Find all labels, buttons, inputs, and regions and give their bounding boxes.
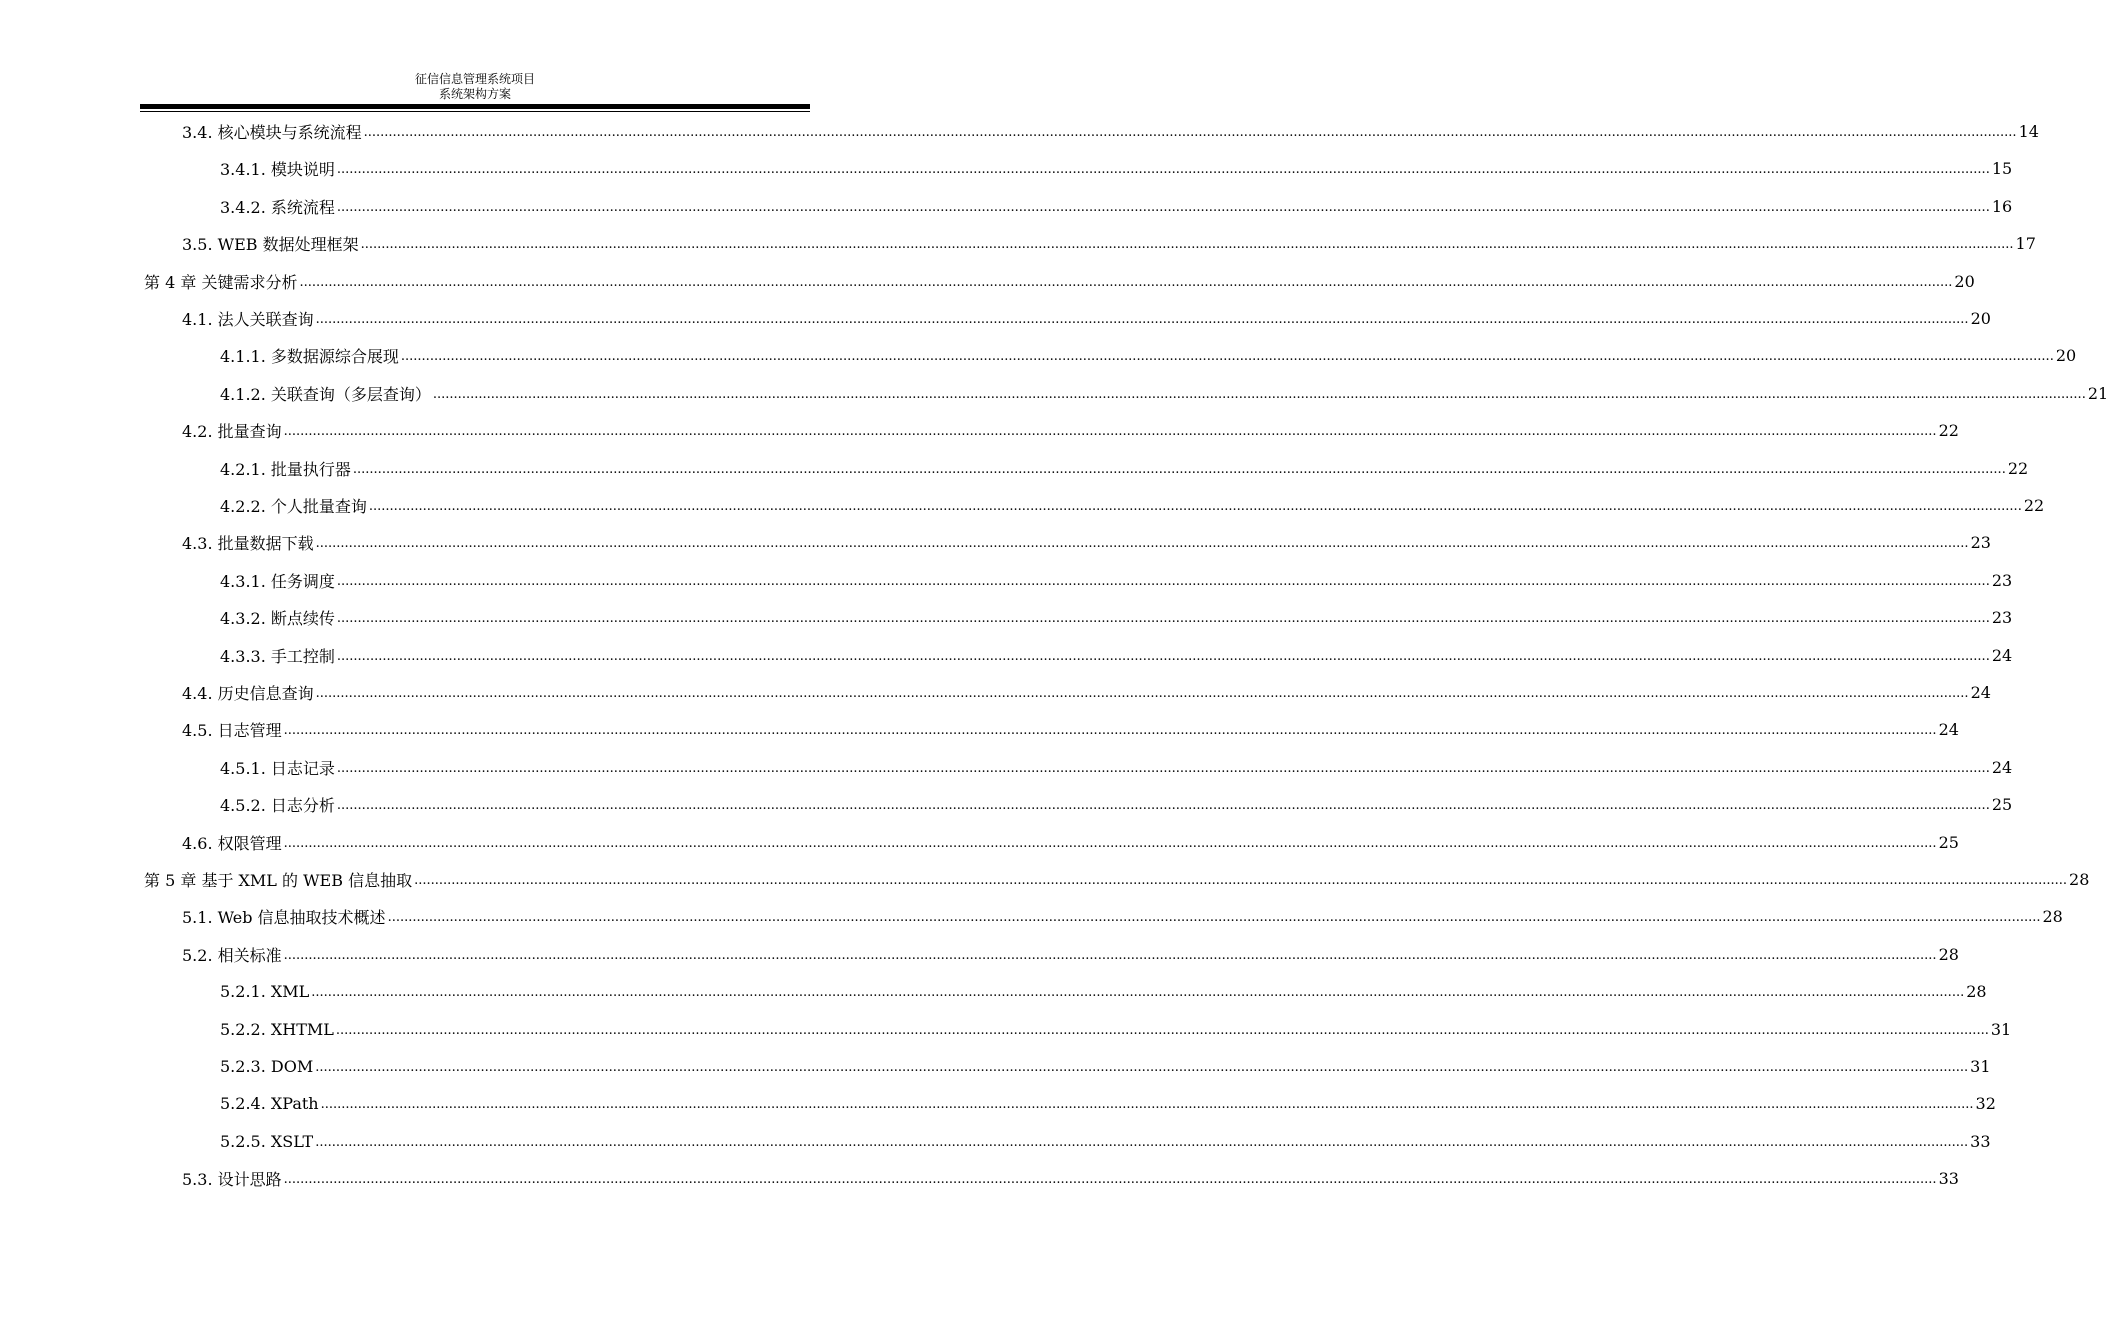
toc-entry-title: 4.2.2. 个人批量查询 bbox=[220, 497, 367, 516]
toc-entry[interactable] bbox=[220, 637, 2013, 674]
toc-dot-leader: ................................................................................................................................................................................................................................................................................................................................................................................................................ bbox=[387, 910, 2041, 926]
header-divider-thick bbox=[140, 104, 810, 109]
toc-entry-page-number: 25 bbox=[1938, 832, 1959, 852]
toc-entry-page-number: 31 bbox=[1970, 1057, 1991, 1076]
toc-entry[interactable] bbox=[220, 786, 2013, 823]
toc-entry[interactable] bbox=[220, 749, 2013, 786]
toc-entry[interactable] bbox=[220, 973, 1987, 1010]
toc-entry-title: 第 5 章 基于 XML 的 WEB 信息抽取 bbox=[144, 871, 413, 890]
toc-dot-leader: ................................................................................................................................................................................................................................................................................................................................................................................................................ bbox=[336, 611, 1990, 627]
toc-entry[interactable] bbox=[144, 263, 1975, 300]
header-project-title: 征信信息管理系统项目 bbox=[414, 72, 535, 86]
toc-entry-page-number: 24 bbox=[1991, 645, 2013, 665]
toc-dot-leader: ................................................................................................................................................................................................................................................................................................................................................................................................................ bbox=[283, 947, 1937, 963]
toc-entry[interactable] bbox=[182, 113, 2039, 150]
toc-dot-leader: ................................................................................................................................................................................................................................................................................................................................................................................................................ bbox=[336, 798, 1990, 814]
toc-entry-title: 3.5. WEB 数据处理框架 bbox=[182, 235, 359, 255]
header-divider-thin bbox=[140, 111, 810, 112]
toc-entry-title: 5.2.2. XHTML bbox=[220, 1019, 334, 1039]
toc-entry[interactable] bbox=[220, 337, 2077, 374]
toc-entry-title: 第 4 章 关键需求分析 bbox=[144, 272, 298, 292]
toc-entry-title: 4.1. 法人关联查询 bbox=[182, 310, 314, 329]
toc-entry[interactable] bbox=[220, 562, 2013, 599]
toc-entry[interactable] bbox=[220, 1011, 2012, 1048]
toc-entry[interactable] bbox=[182, 524, 1991, 561]
toc-entry-page-number: 14 bbox=[2018, 122, 2039, 141]
toc-entry-page-number: 20 bbox=[2055, 346, 2077, 366]
toc-entry[interactable] bbox=[182, 824, 1959, 861]
toc-entry-page-number: 23 bbox=[1970, 533, 1991, 553]
toc-entry-page-number: 28 bbox=[2042, 907, 2063, 927]
toc-dot-leader: ................................................................................................................................................................................................................................................................................................................................................................................................................ bbox=[283, 1172, 1937, 1188]
toc-entry-page-number: 24 bbox=[1991, 757, 2013, 777]
toc-entry-title: 4.5.1. 日志记录 bbox=[220, 758, 335, 778]
toc-entry[interactable] bbox=[220, 150, 2013, 187]
toc-entry-title: 4.2.1. 批量执行器 bbox=[220, 459, 351, 479]
toc-entry[interactable] bbox=[220, 450, 2029, 487]
toc-dot-leader: ................................................................................................................................................................................................................................................................................................................................................................................................................ bbox=[315, 1060, 1969, 1075]
toc-dot-leader: ................................................................................................................................................................................................................................................................................................................................................................................................................ bbox=[432, 386, 2086, 402]
toc-entry-page-number: 31 bbox=[1990, 1019, 2012, 1039]
toc-dot-leader: ................................................................................................................................................................................................................................................................................................................................................................................................................ bbox=[315, 686, 1969, 701]
toc-dot-leader: ................................................................................................................................................................................................................................................................................................................................................................................................................ bbox=[315, 536, 1969, 552]
toc-entry-title: 5.1. Web 信息抽取技术概述 bbox=[182, 908, 386, 928]
toc-entry-title: 5.2.5. XSLT bbox=[220, 1131, 314, 1151]
toc-entry-title: 4.3.1. 任务调度 bbox=[220, 571, 335, 591]
toc-dot-leader: ................................................................................................................................................................................................................................................................................................................................................................................................................ bbox=[352, 461, 2006, 477]
toc-entry[interactable] bbox=[182, 711, 1959, 748]
toc-entry-title: 5.3. 设计思路 bbox=[182, 1170, 282, 1190]
toc-dot-leader: ................................................................................................................................................................................................................................................................................................................................................................................................................ bbox=[400, 349, 2054, 365]
toc-entry-title: 3.4. 核心模块与系统流程 bbox=[182, 123, 362, 142]
toc-entry-title: 4.6. 权限管理 bbox=[182, 833, 282, 853]
toc-entry-title: 3.4.2. 系统流程 bbox=[220, 197, 335, 217]
toc-entry[interactable] bbox=[182, 898, 2063, 935]
toc-dot-leader: ................................................................................................................................................................................................................................................................................................................................................................................................................ bbox=[311, 985, 1965, 1001]
toc-entry[interactable] bbox=[220, 1085, 1996, 1122]
toc-entry-page-number: 28 bbox=[1966, 982, 1987, 1002]
toc-entry-title: 4.1.1. 多数据源综合展现 bbox=[220, 347, 399, 367]
toc-entry[interactable] bbox=[220, 1048, 1991, 1085]
toc-entry-title: 5.2.3. DOM bbox=[220, 1057, 314, 1076]
toc-entry-page-number: 23 bbox=[1991, 608, 2013, 628]
toc-entry[interactable] bbox=[144, 861, 2090, 898]
toc-entry[interactable] bbox=[182, 412, 1959, 449]
toc-dot-leader: ................................................................................................................................................................................................................................................................................................................................................................................................................ bbox=[283, 424, 1937, 440]
toc-entry-title: 4.1.2. 关联查询（多层查询） bbox=[220, 384, 431, 404]
toc-entry-page-number: 22 bbox=[1938, 421, 1959, 441]
toc-entry[interactable] bbox=[182, 300, 1991, 337]
toc-dot-leader: ................................................................................................................................................................................................................................................................................................................................................................................................................ bbox=[360, 237, 2014, 253]
toc-dot-leader: ................................................................................................................................................................................................................................................................................................................................................................................................................ bbox=[414, 873, 2068, 888]
toc-entry-page-number: 28 bbox=[1938, 944, 1959, 964]
toc-entry-page-number: 22 bbox=[2007, 458, 2029, 478]
toc-entry[interactable] bbox=[220, 1123, 1991, 1160]
toc-dot-leader: ................................................................................................................................................................................................................................................................................................................................................................................................................ bbox=[336, 648, 1990, 664]
toc-dot-leader: ................................................................................................................................................................................................................................................................................................................................................................................................................ bbox=[363, 125, 2017, 140]
toc-entry[interactable] bbox=[220, 487, 2045, 524]
toc-dot-leader: ................................................................................................................................................................................................................................................................................................................................................................................................................ bbox=[335, 1022, 1989, 1038]
toc-entry-page-number: 16 bbox=[1991, 196, 2013, 216]
toc-entry[interactable] bbox=[182, 936, 1959, 973]
toc-entry-page-number: 23 bbox=[1991, 570, 2013, 590]
toc-dot-leader: ................................................................................................................................................................................................................................................................................................................................................................................................................ bbox=[283, 835, 1937, 851]
toc-entry-title: 3.4.1. 模块说明 bbox=[220, 160, 335, 180]
toc-dot-leader: ................................................................................................................................................................................................................................................................................................................................................................................................................ bbox=[368, 499, 2022, 514]
toc-dot-leader: ................................................................................................................................................................................................................................................................................................................................................................................................................ bbox=[283, 723, 1937, 739]
toc-entry[interactable] bbox=[220, 375, 2108, 412]
toc-entry-title: 4.3. 批量数据下载 bbox=[182, 534, 314, 554]
toc-entry[interactable] bbox=[182, 225, 2036, 262]
toc-dot-leader: ................................................................................................................................................................................................................................................................................................................................................................................................................ bbox=[336, 760, 1990, 776]
toc-entry-page-number: 33 bbox=[1938, 1169, 1959, 1189]
toc-dot-leader: ................................................................................................................................................................................................................................................................................................................................................................................................................ bbox=[315, 1134, 1969, 1150]
toc-entry-title: 5.2.4. XPath bbox=[220, 1094, 319, 1114]
toc-dot-leader: ................................................................................................................................................................................................................................................................................................................................................................................................................ bbox=[315, 312, 1969, 327]
toc-dot-leader: ................................................................................................................................................................................................................................................................................................................................................................................................................ bbox=[336, 573, 1990, 589]
toc-entry[interactable] bbox=[182, 674, 1991, 711]
toc-entry-title: 4.5.2. 日志分析 bbox=[220, 796, 335, 816]
toc-entry-title: 5.2. 相关标准 bbox=[182, 945, 282, 965]
toc-entry-page-number: 20 bbox=[1954, 271, 1975, 291]
running-header bbox=[140, 72, 810, 102]
toc-entry-page-number: 15 bbox=[1991, 159, 2013, 179]
toc-entry-page-number: 22 bbox=[2023, 496, 2045, 515]
toc-entry-title: 4.5. 日志管理 bbox=[182, 721, 282, 741]
toc-entry-title: 4.4. 历史信息查询 bbox=[182, 684, 314, 703]
toc-entry-page-number: 28 bbox=[2069, 870, 2090, 889]
toc-entry[interactable] bbox=[182, 1160, 1959, 1197]
toc-dot-leader: ................................................................................................................................................................................................................................................................................................................................................................................................................ bbox=[336, 199, 1990, 215]
toc-entry[interactable] bbox=[220, 599, 2013, 636]
toc-entry-page-number: 32 bbox=[1975, 1094, 1996, 1114]
toc-entry-page-number: 17 bbox=[2015, 234, 2036, 254]
toc-entry-page-number: 25 bbox=[1991, 795, 2013, 815]
header-document-title: 系统架构方案 bbox=[438, 87, 511, 101]
toc-entry-page-number: 21 bbox=[2087, 383, 2108, 403]
toc-dot-leader: ................................................................................................................................................................................................................................................................................................................................................................................................................ bbox=[299, 274, 1953, 290]
toc-entry-title: 5.2.1. XML bbox=[220, 982, 310, 1002]
toc-dot-leader: ................................................................................................................................................................................................................................................................................................................................................................................................................ bbox=[320, 1097, 1974, 1113]
toc-entry-title: 4.2. 批量查询 bbox=[182, 422, 282, 442]
toc-entry-page-number: 20 bbox=[1970, 309, 1991, 328]
toc-entry[interactable] bbox=[220, 188, 2013, 225]
toc-entry-page-number: 24 bbox=[1938, 720, 1959, 740]
header-divider bbox=[140, 104, 810, 113]
toc-entry-page-number: 33 bbox=[1970, 1131, 1991, 1151]
toc-dot-leader: ................................................................................................................................................................................................................................................................................................................................................................................................................ bbox=[336, 162, 1990, 178]
toc-entry-title: 4.3.2. 断点续传 bbox=[220, 609, 335, 629]
toc-entry-title: 4.3.3. 手工控制 bbox=[220, 646, 335, 666]
toc-entry-page-number: 24 bbox=[1970, 683, 1991, 702]
